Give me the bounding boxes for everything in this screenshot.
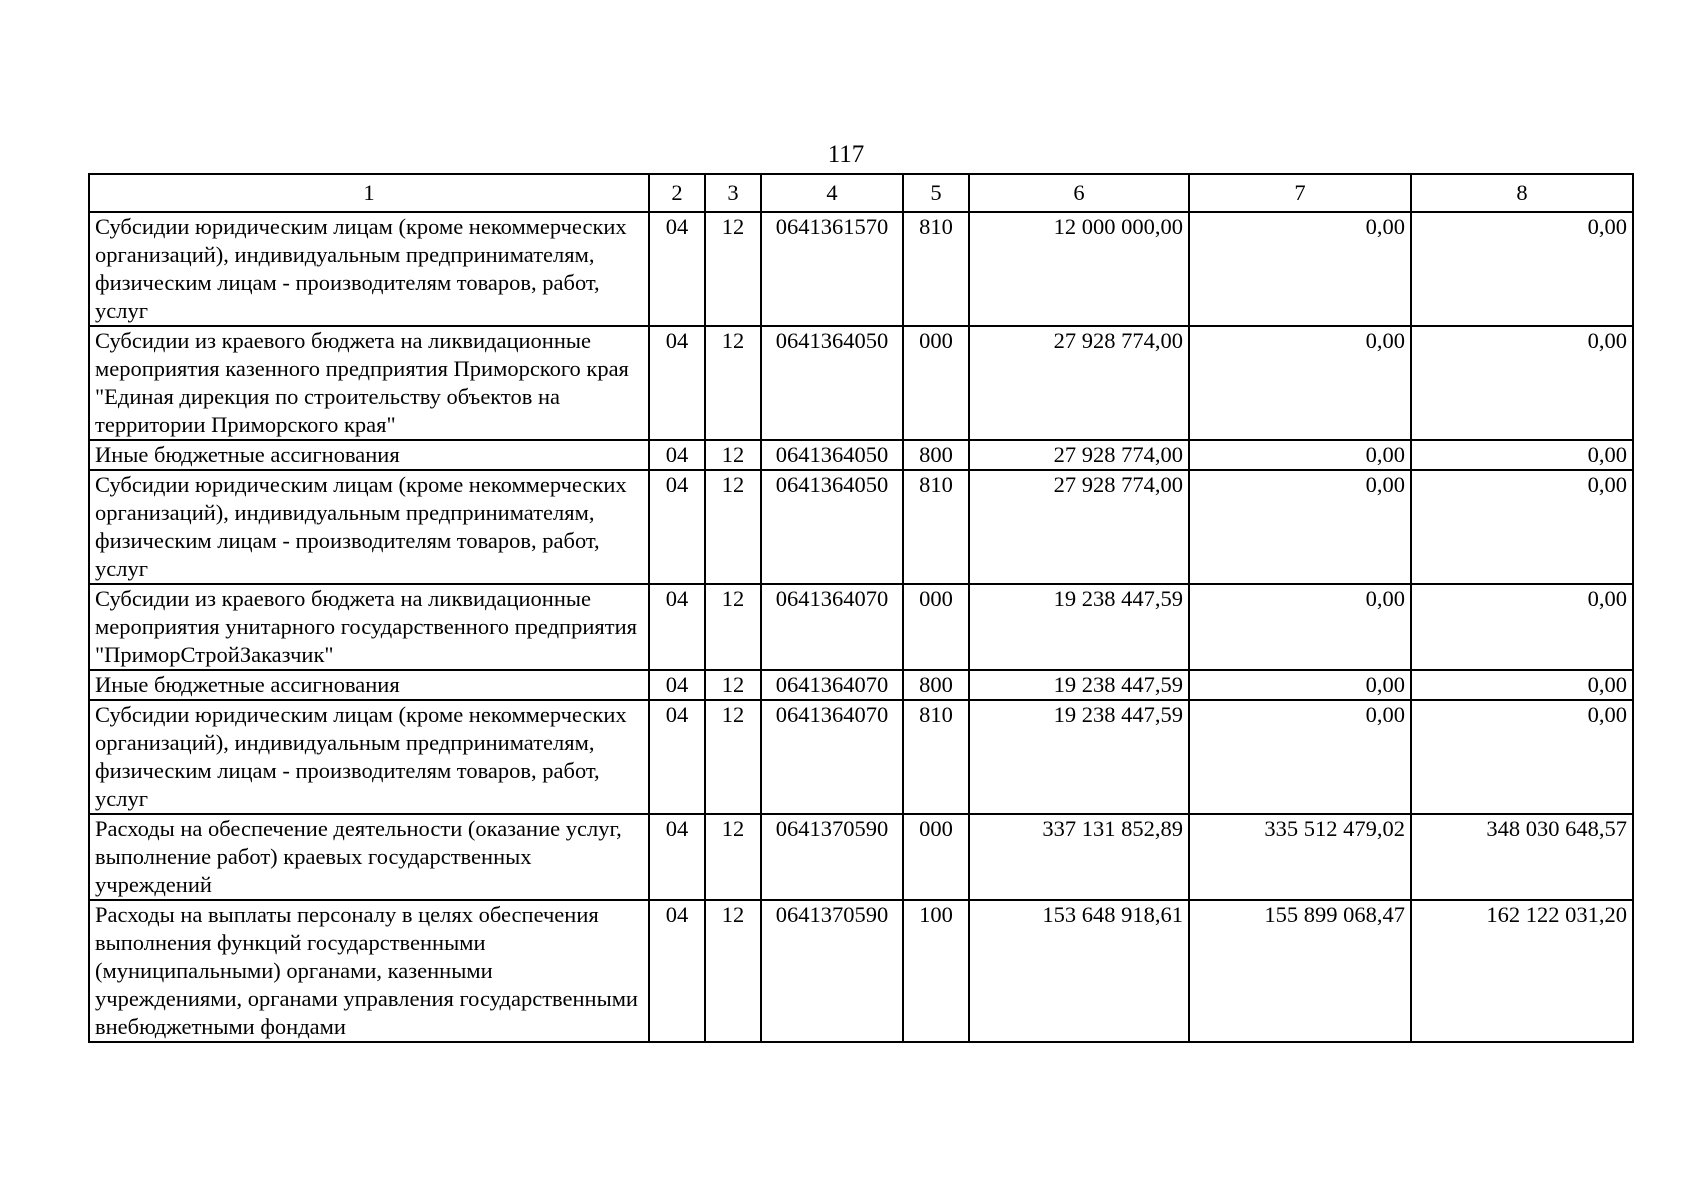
amount-col7: 155 899 068,47 xyxy=(1189,900,1411,1042)
amount-col8: 162 122 031,20 xyxy=(1411,900,1633,1042)
section-code: 04 xyxy=(649,212,705,326)
expense-name: Субсидии юридическим лицам (кроме некоммерческих организаций), индивидуальным предпринимателям, физическим лицам - производителям товаров, работ, услуг xyxy=(89,212,649,326)
subsection-code: 12 xyxy=(705,670,761,700)
target-article-code: 0641370590 xyxy=(761,900,903,1042)
amount-col6: 27 928 774,00 xyxy=(969,440,1189,470)
subsection-code: 12 xyxy=(705,470,761,584)
table-row xyxy=(89,900,1633,1042)
table-header-row xyxy=(89,174,1633,212)
table-row xyxy=(89,212,1633,326)
amount-col6: 19 238 447,59 xyxy=(969,670,1189,700)
column-header: 5 xyxy=(903,174,969,212)
expense-name: Расходы на обеспечение деятельности (оказание услуг, выполнение работ) краевых государственных учреждений xyxy=(89,814,649,900)
subsection-code: 12 xyxy=(705,584,761,670)
target-article-code: 0641364070 xyxy=(761,670,903,700)
section-code: 04 xyxy=(649,326,705,440)
amount-col6: 12 000 000,00 xyxy=(969,212,1189,326)
expense-type-code: 100 xyxy=(903,900,969,1042)
section-code: 04 xyxy=(649,470,705,584)
section-code: 04 xyxy=(649,900,705,1042)
table-row xyxy=(89,440,1633,470)
expense-name: Расходы на выплаты персоналу в целях обеспечения выполнения функций государственными (муниципальными) органами, казенными учреждениями, органами управления государственными внебюджетными фондами xyxy=(89,900,649,1042)
expense-type-code: 000 xyxy=(903,326,969,440)
section-code: 04 xyxy=(649,440,705,470)
amount-col6: 337 131 852,89 xyxy=(969,814,1189,900)
section-code: 04 xyxy=(649,670,705,700)
section-code: 04 xyxy=(649,584,705,670)
table-row xyxy=(89,670,1633,700)
amount-col7: 0,00 xyxy=(1189,700,1411,814)
amount-col8: 0,00 xyxy=(1411,212,1633,326)
column-header: 8 xyxy=(1411,174,1633,212)
column-header: 1 xyxy=(89,174,649,212)
amount-col7: 335 512 479,02 xyxy=(1189,814,1411,900)
table-row xyxy=(89,470,1633,584)
amount-col7: 0,00 xyxy=(1189,212,1411,326)
amount-col6: 27 928 774,00 xyxy=(969,326,1189,440)
expense-name: Субсидии юридическим лицам (кроме некоммерческих организаций), индивидуальным предпринимателям, физическим лицам - производителям товаров, работ, услуг xyxy=(89,700,649,814)
subsection-code: 12 xyxy=(705,700,761,814)
amount-col8: 348 030 648,57 xyxy=(1411,814,1633,900)
table-row xyxy=(89,814,1633,900)
amount-col6: 19 238 447,59 xyxy=(969,700,1189,814)
column-header: 2 xyxy=(649,174,705,212)
subsection-code: 12 xyxy=(705,814,761,900)
column-header: 7 xyxy=(1189,174,1411,212)
target-article-code: 0641364050 xyxy=(761,440,903,470)
amount-col8: 0,00 xyxy=(1411,326,1633,440)
amount-col6: 19 238 447,59 xyxy=(969,584,1189,670)
expense-name: Субсидии из краевого бюджета на ликвидационные мероприятия казенного предприятия Приморского края "Единая дирекция по строительству объектов на территории Приморского края" xyxy=(89,326,649,440)
target-article-code: 0641364050 xyxy=(761,326,903,440)
expense-type-code: 000 xyxy=(903,584,969,670)
section-code: 04 xyxy=(649,814,705,900)
amount-col6: 153 648 918,61 xyxy=(969,900,1189,1042)
expense-name: Субсидии юридическим лицам (кроме некоммерческих организаций), индивидуальным предпринимателям, физическим лицам - производителям товаров, работ, услуг xyxy=(89,470,649,584)
amount-col7: 0,00 xyxy=(1189,470,1411,584)
amount-col6: 27 928 774,00 xyxy=(969,470,1189,584)
amount-col7: 0,00 xyxy=(1189,440,1411,470)
expense-type-code: 800 xyxy=(903,440,969,470)
expense-type-code: 810 xyxy=(903,212,969,326)
subsection-code: 12 xyxy=(705,212,761,326)
amount-col7: 0,00 xyxy=(1189,670,1411,700)
target-article-code: 0641364050 xyxy=(761,470,903,584)
column-header: 3 xyxy=(705,174,761,212)
amount-col8: 0,00 xyxy=(1411,670,1633,700)
expense-name: Иные бюджетные ассигнования xyxy=(89,440,649,470)
target-article-code: 0641364070 xyxy=(761,700,903,814)
amount-col8: 0,00 xyxy=(1411,470,1633,584)
budget-table xyxy=(88,173,1634,1043)
expense-type-code: 800 xyxy=(903,670,969,700)
expense-type-code: 810 xyxy=(903,700,969,814)
column-header: 4 xyxy=(761,174,903,212)
amount-col8: 0,00 xyxy=(1411,440,1633,470)
target-article-code: 0641370590 xyxy=(761,814,903,900)
expense-type-code: 000 xyxy=(903,814,969,900)
target-article-code: 0641364070 xyxy=(761,584,903,670)
column-header: 6 xyxy=(969,174,1189,212)
amount-col8: 0,00 xyxy=(1411,584,1633,670)
table-row xyxy=(89,326,1633,440)
amount-col7: 0,00 xyxy=(1189,326,1411,440)
subsection-code: 12 xyxy=(705,440,761,470)
expense-name: Иные бюджетные ассигнования xyxy=(89,670,649,700)
table-row xyxy=(89,584,1633,670)
amount-col8: 0,00 xyxy=(1411,700,1633,814)
expense-type-code: 810 xyxy=(903,470,969,584)
subsection-code: 12 xyxy=(705,900,761,1042)
table-row xyxy=(89,700,1633,814)
subsection-code: 12 xyxy=(705,326,761,440)
target-article-code: 0641361570 xyxy=(761,212,903,326)
amount-col7: 0,00 xyxy=(1189,584,1411,670)
page-number: 117 xyxy=(827,141,865,168)
expense-name: Субсидии из краевого бюджета на ликвидационные мероприятия унитарного государственного предприятия "ПриморСтройЗаказчик" xyxy=(89,584,649,670)
section-code: 04 xyxy=(649,700,705,814)
